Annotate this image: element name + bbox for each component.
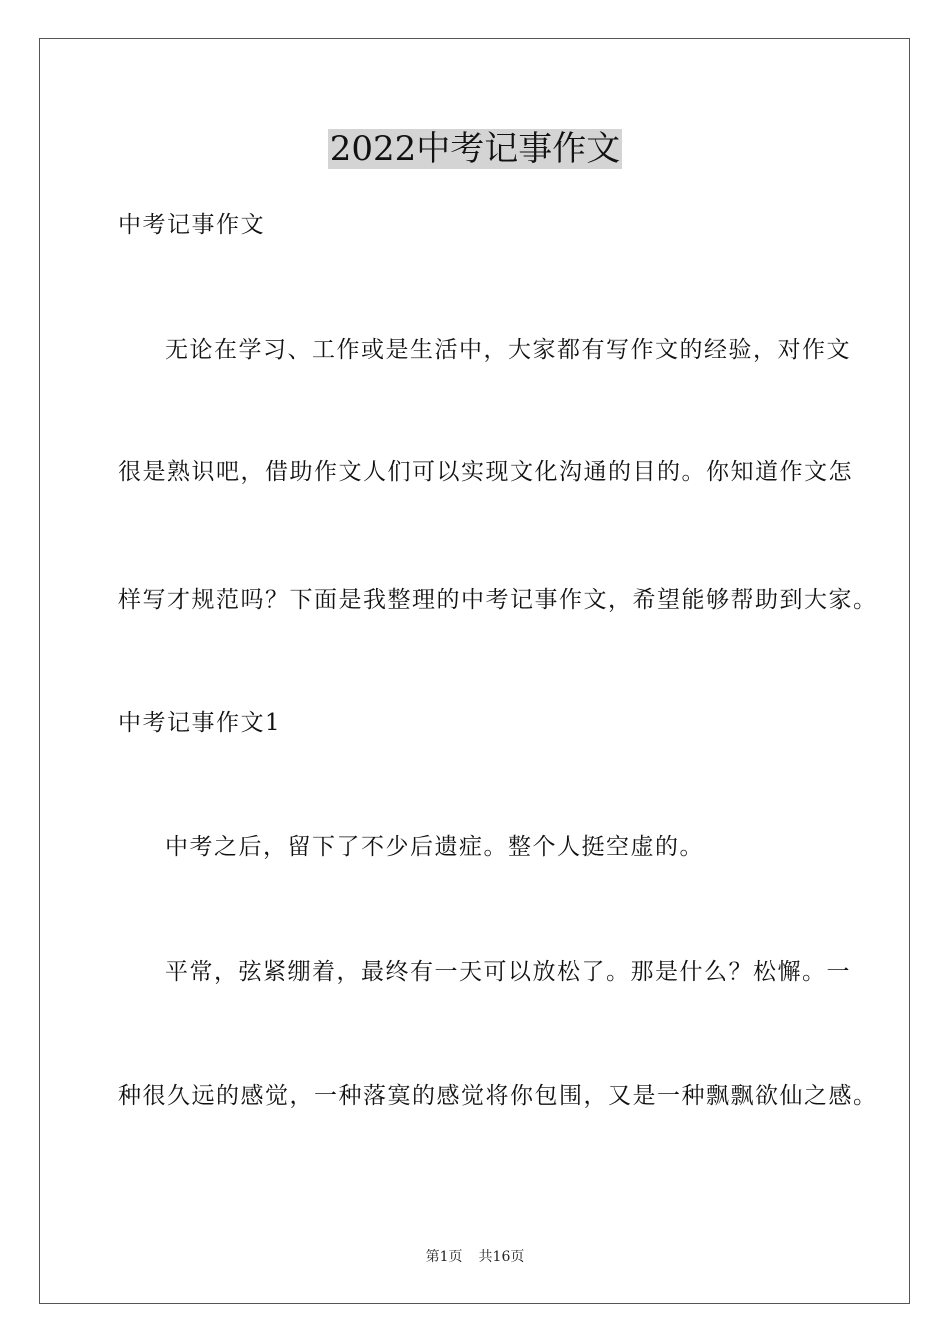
paragraph-line: 平常，弦紧绷着，最终有一天可以放松了。那是什么？松懈。一	[165, 959, 851, 985]
paragraph-line: 种很久远的感觉，一种落寞的感觉将你包围，又是一种飘飘欲仙之感。	[118, 1083, 878, 1109]
page-number: 第1页	[425, 1249, 463, 1265]
document-title	[0, 126, 950, 172]
document-title-text: 2022中考记事作文	[329, 129, 621, 169]
paragraph-line: 样写才规范吗？下面是我整理的中考记事作文，希望能够帮助到大家。	[118, 587, 878, 613]
page-footer	[0, 1247, 950, 1267]
document-subtitle: 中考记事作文	[118, 212, 265, 238]
section-heading: 中考记事作文1	[118, 710, 282, 736]
page-total: 共16页	[478, 1249, 525, 1265]
paragraph-line: 无论在学习、工作或是生活中，大家都有写作文的经验，对作文	[165, 337, 851, 363]
paragraph-line: 中考之后，留下了不少后遗症。整个人挺空虚的。	[165, 834, 704, 860]
paragraph-line: 很是熟识吧，借助作文人们可以实现文化沟通的目的。你知道作文怎	[118, 459, 853, 485]
